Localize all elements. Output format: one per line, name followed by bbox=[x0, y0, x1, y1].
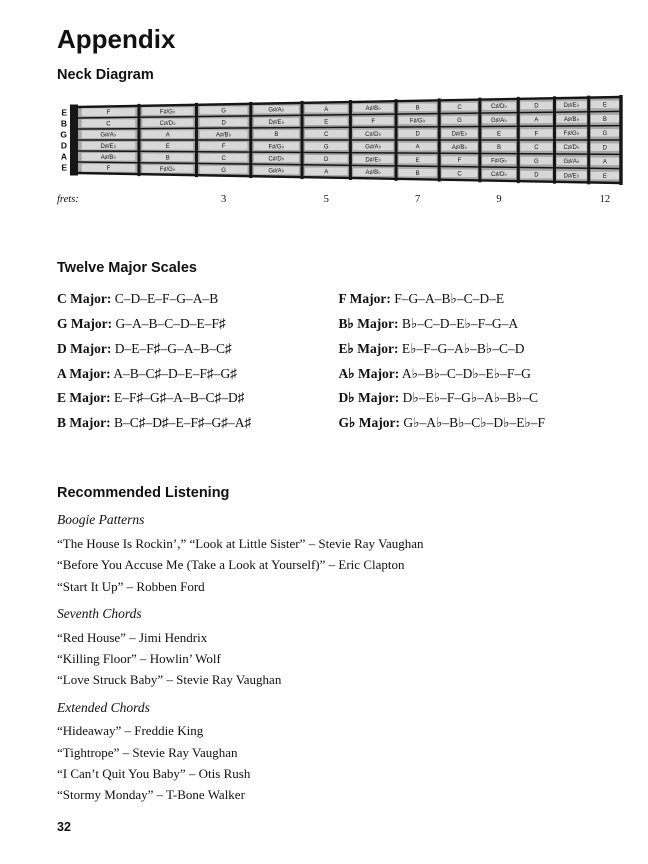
scale-name: E Major: bbox=[57, 390, 111, 406]
scale-row bbox=[57, 367, 339, 382]
fret-number: 3 bbox=[221, 194, 227, 205]
note-label: D♯/E♭ bbox=[100, 143, 117, 150]
note-label: F bbox=[221, 144, 226, 151]
scale-row bbox=[57, 292, 339, 307]
string-label: A bbox=[60, 151, 67, 162]
note-label: F bbox=[534, 131, 539, 138]
note-label: G bbox=[534, 158, 539, 165]
note-label: A♯/B♭ bbox=[365, 170, 382, 177]
note-label: D♯/E♭ bbox=[563, 103, 580, 110]
scale-notes: F–G–A–B♭–C–D–E bbox=[390, 291, 505, 306]
note-label: G bbox=[323, 144, 329, 151]
scale-name: D♭ Major: bbox=[338, 390, 400, 406]
note-label: A♯/B♭ bbox=[365, 106, 382, 113]
listening-item: “Tightrope” – Stevie Ray Vaughan bbox=[57, 744, 238, 760]
scale-row bbox=[339, 391, 621, 406]
listening-item: “Before You Accuse Me (Take a Look at Yourself)” – Eric Clapton bbox=[57, 557, 405, 573]
fret-number: 5 bbox=[323, 194, 329, 205]
scale-notes: E–F♯–G♯–A–B–C♯–D♯ bbox=[110, 390, 245, 406]
scale-row bbox=[339, 367, 621, 382]
scales-col-right bbox=[339, 292, 621, 441]
listening-section-title: Seventh Chords bbox=[57, 605, 142, 621]
neck-diagram bbox=[57, 91, 620, 214]
note-label: A♯/B♭ bbox=[100, 154, 117, 161]
listening-item: “Killing Floor” – Howlin’ Wolf bbox=[57, 650, 221, 666]
scale-notes: B♭–C–D–E♭–F–G–A bbox=[398, 315, 519, 331]
note-label: D bbox=[221, 120, 226, 127]
note-label: G♯/A♭ bbox=[490, 117, 508, 124]
fret-number: 9 bbox=[496, 194, 502, 205]
scale-name: C Major: bbox=[57, 291, 112, 306]
listening-item: “Hideaway” – Freddie King bbox=[57, 723, 204, 739]
scale-name: G Major: bbox=[57, 315, 113, 331]
scale-notes: E♭–F–G–A♭–B♭–C–D bbox=[398, 340, 525, 356]
string-label: B bbox=[60, 118, 67, 129]
note-label: D bbox=[534, 172, 539, 179]
note-label: G♯/A♭ bbox=[268, 107, 285, 114]
note-label: C bbox=[221, 156, 226, 163]
note-label: F♯/G♭ bbox=[491, 158, 507, 165]
note-label: G bbox=[602, 131, 608, 138]
string-label: G bbox=[60, 129, 67, 140]
note-label: E bbox=[415, 157, 420, 164]
note-label: F bbox=[371, 118, 376, 125]
note-label: E bbox=[165, 143, 170, 150]
note-label: C♯/D♭ bbox=[563, 145, 580, 152]
scale-row bbox=[339, 317, 621, 332]
note-label: B bbox=[602, 116, 607, 123]
scales-col-left bbox=[57, 292, 339, 441]
note-label: F bbox=[106, 110, 111, 117]
note-label: E bbox=[324, 119, 329, 126]
scale-notes: G♭–A♭–B♭–C♭–D♭–E♭–F bbox=[399, 415, 546, 431]
scale-name: A♭ Major: bbox=[338, 365, 400, 381]
note-label: F♯/G♭ bbox=[159, 167, 176, 174]
note-label: D bbox=[534, 103, 539, 110]
scale-name: F Major: bbox=[338, 291, 391, 306]
note-label: A bbox=[602, 159, 607, 166]
note-label: C♯/D♭ bbox=[490, 104, 508, 111]
listening-section bbox=[57, 513, 620, 594]
note-label: G♯/A♭ bbox=[268, 168, 285, 175]
neck-svg bbox=[57, 91, 623, 209]
scale-row bbox=[339, 292, 621, 307]
string-label: E bbox=[61, 162, 67, 173]
note-label: A bbox=[165, 132, 170, 139]
frets-label: frets: bbox=[57, 194, 79, 205]
scale-row bbox=[339, 342, 621, 357]
note-label: B bbox=[165, 155, 170, 162]
note-label: D♯/E♭ bbox=[268, 119, 285, 126]
note-label: D♯/E♭ bbox=[563, 173, 580, 180]
string-label: E bbox=[61, 107, 67, 118]
note-label: D bbox=[415, 131, 420, 138]
note-label: G bbox=[221, 108, 226, 115]
note-label: A♯/B♭ bbox=[215, 132, 232, 139]
fret-number: 12 bbox=[599, 194, 611, 205]
note-label: C♯/D♭ bbox=[490, 172, 508, 179]
note-label: C bbox=[534, 145, 539, 152]
note-label: G♯/A♭ bbox=[563, 159, 580, 166]
scale-notes: D–E–F♯–G–A–B–C♯ bbox=[111, 340, 232, 356]
listening-sections bbox=[57, 513, 620, 803]
listening-item: “Red House” – Jimi Hendrix bbox=[57, 629, 208, 645]
note-label: G bbox=[221, 167, 226, 174]
listening-section bbox=[57, 701, 620, 803]
note-label: D bbox=[324, 156, 329, 163]
scale-row bbox=[57, 317, 339, 332]
scale-name: B Major: bbox=[57, 415, 111, 431]
note-label: G♯/A♭ bbox=[100, 132, 117, 139]
note-label: D♯/E♭ bbox=[365, 157, 382, 164]
scale-name: D Major: bbox=[57, 340, 112, 356]
note-label: F♯/G♭ bbox=[409, 118, 426, 125]
note-label: A♯/B♭ bbox=[451, 144, 468, 151]
listening-item: “I Can’t Quit You Baby” – Otis Rush bbox=[57, 765, 251, 781]
listening-item: “Start It Up” – Robben Ford bbox=[57, 578, 205, 594]
note-label: C♯/D♭ bbox=[365, 131, 382, 138]
note-label: E bbox=[602, 173, 607, 180]
note-label: D bbox=[602, 145, 608, 152]
note-label: E bbox=[497, 131, 502, 138]
neck-diagram-heading: Neck Diagram bbox=[57, 67, 154, 83]
scale-notes: A–B–C♯–D–E–F♯–G♯ bbox=[110, 365, 238, 381]
scale-row bbox=[339, 416, 621, 431]
scale-notes: B–C♯–D♯–E–F♯–G♯–A♯ bbox=[110, 415, 252, 431]
note-label: A bbox=[534, 117, 539, 124]
note-label: B bbox=[274, 132, 279, 139]
listening-item: “Love Struck Baby” – Stevie Ray Vaughan bbox=[57, 672, 282, 688]
note-label: A bbox=[324, 169, 329, 176]
note-label: B bbox=[415, 170, 420, 177]
fret-number: 7 bbox=[415, 194, 421, 205]
note-label: G♯/A♭ bbox=[365, 144, 382, 151]
scale-notes: D♭–E♭–F–G♭–A♭–B♭–C bbox=[399, 390, 538, 406]
note-label: C♯/D♭ bbox=[159, 120, 176, 127]
scales-list bbox=[57, 292, 620, 441]
note-label: C bbox=[457, 171, 462, 178]
scale-name: E♭ Major: bbox=[338, 340, 399, 356]
note-label: B bbox=[415, 105, 420, 112]
scale-row bbox=[57, 416, 339, 431]
note-label: C bbox=[324, 131, 329, 138]
listening-item: “Stormy Monday” – T-Bone Walker bbox=[57, 787, 245, 803]
note-label: B bbox=[497, 144, 502, 151]
scales-heading: Twelve Major Scales bbox=[57, 260, 197, 276]
note-label: F bbox=[457, 158, 462, 165]
page-title: Appendix bbox=[57, 24, 176, 54]
listening-section bbox=[57, 607, 620, 688]
scale-name: B♭ Major: bbox=[338, 315, 399, 331]
listening-item: “The House Is Rockin’,” “Look at Little Sister” – Stevie Ray Vaughan bbox=[57, 535, 424, 551]
note-label: E bbox=[602, 102, 607, 109]
note-label: C bbox=[106, 121, 111, 128]
note-label: A bbox=[415, 144, 420, 151]
note-label: G bbox=[457, 118, 462, 125]
scale-notes: A♭–B♭–C–D♭–E♭–F–G bbox=[399, 365, 531, 381]
note-label: A♯/B♭ bbox=[563, 117, 580, 124]
note-label: F♯/G♭ bbox=[268, 144, 285, 151]
scale-notes: G–A–B–C–D–E–F♯ bbox=[112, 315, 226, 331]
page-number: 32 bbox=[57, 820, 71, 834]
scale-row bbox=[57, 342, 339, 357]
note-label: A bbox=[324, 106, 329, 113]
listening-heading: Recommended Listening bbox=[57, 485, 230, 502]
note-label: F♯/G♭ bbox=[159, 109, 176, 116]
note-label: F♯/G♭ bbox=[563, 131, 580, 138]
note-label: C♯/D♭ bbox=[268, 156, 285, 163]
nut bbox=[70, 105, 78, 176]
listening-section-title: Boogie Patterns bbox=[57, 512, 145, 528]
scale-notes: C–D–E–F–G–A–B bbox=[111, 291, 219, 306]
note-label: D♯/E♭ bbox=[451, 131, 468, 138]
string-label: D bbox=[60, 140, 67, 151]
note-label: C bbox=[457, 104, 462, 111]
scale-name: G♭ Major: bbox=[338, 415, 400, 431]
note-label: F bbox=[106, 166, 111, 173]
listening-section-title: Extended Chords bbox=[57, 699, 150, 715]
scale-row bbox=[57, 391, 339, 406]
scale-name: A Major: bbox=[57, 365, 111, 381]
